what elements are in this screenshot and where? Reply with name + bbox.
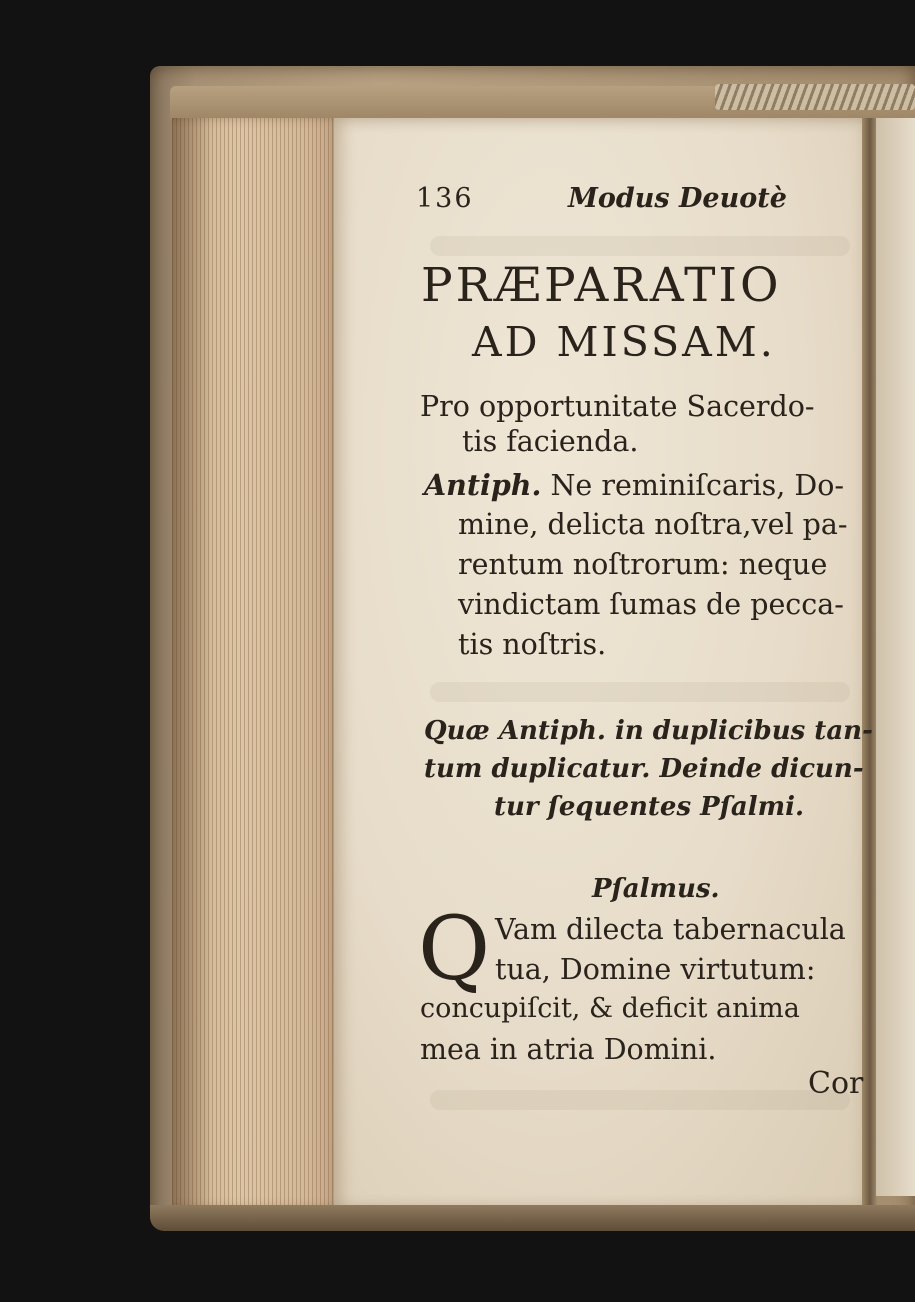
running-head bbox=[416, 183, 787, 214]
show-through bbox=[430, 236, 850, 256]
headband bbox=[715, 84, 915, 110]
antiphon-line-3: rentum noſtrorum: neque bbox=[458, 548, 828, 581]
drop-cap: Q bbox=[418, 897, 491, 1000]
facing-page-edge bbox=[876, 118, 915, 1196]
antiphon-line-1 bbox=[424, 468, 844, 502]
antiphon-label: Antiph. bbox=[424, 468, 542, 502]
psalm-line-2: tua, Domine virtutum: bbox=[495, 953, 816, 986]
heading-line-1: PRÆPARATIO bbox=[421, 258, 782, 313]
catchword: Cor bbox=[808, 1066, 864, 1101]
heading-line-2: AD MISSAM. bbox=[472, 318, 776, 366]
rubric-line-2: tis facienda. bbox=[462, 425, 639, 458]
page-number: 136 bbox=[416, 183, 474, 214]
rubric-line-1: Pro opportunitate Sacerdo- bbox=[420, 390, 815, 423]
page-edges-shadow bbox=[172, 118, 212, 1208]
note-line-2: tum duplicatur. Deinde dicun- bbox=[424, 754, 864, 784]
running-head-title: Modus Deuotè bbox=[568, 183, 787, 214]
antiphon-line-5: tis noſtris. bbox=[458, 628, 607, 661]
show-through bbox=[430, 682, 850, 702]
antiphon-line-4: vindictam ſumas de pecca- bbox=[458, 588, 844, 621]
show-through bbox=[430, 1090, 850, 1110]
note-line-3: tur ſequentes Pſalmi. bbox=[494, 792, 805, 822]
note-line-1: Quæ Antiph. in duplicibus tan- bbox=[424, 716, 873, 746]
antiphon-line-2: mine, delicta noſtra,vel pa- bbox=[458, 508, 848, 541]
book-bottom-board bbox=[150, 1205, 915, 1231]
antiphon-text: Ne reminiſcaris, Do- bbox=[550, 469, 845, 502]
psalm-line-4: mea in atria Domini. bbox=[420, 1033, 717, 1066]
psalm-line-1: Vam dilecta tabernacula bbox=[495, 913, 846, 946]
psalm-label: Pſalmus. bbox=[592, 874, 720, 904]
psalm-line-3: concupiſcit, & deficit anima bbox=[420, 993, 800, 1024]
